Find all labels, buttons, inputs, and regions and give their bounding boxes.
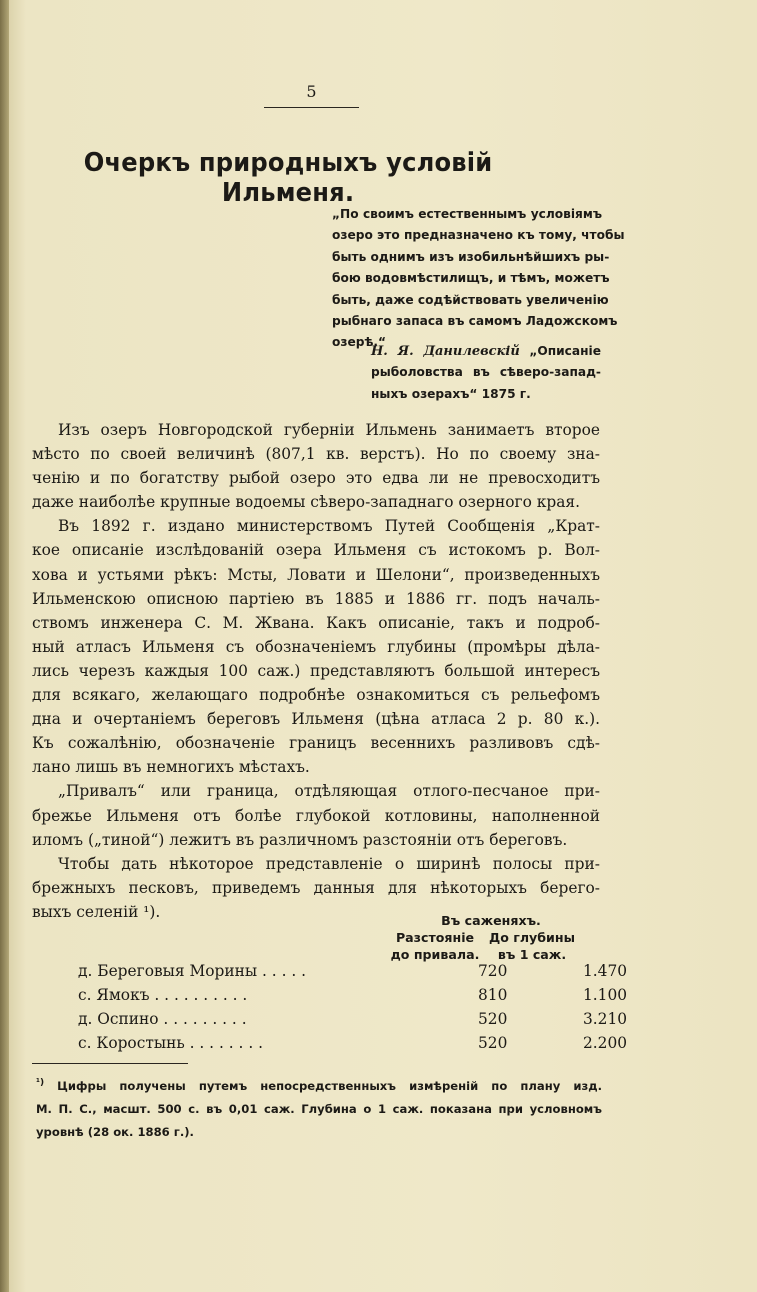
distance-to-edge: 520 [478, 1034, 508, 1052]
table-row [78, 1010, 628, 1036]
body-line: даже наиболѣе крупные водоемы сѣверо-западнаго озерного края. [32, 493, 581, 512]
distance-to-depth: 1.100 [583, 986, 628, 1004]
epigraph-line: озеро это предназначено къ тому, чтобы [332, 228, 625, 243]
epigraph-source: ныхъ озерахъ“ 1875 г. [371, 386, 531, 401]
settlement-name: с. Коростынь . . . . . . . . [78, 1034, 263, 1052]
body-line: ченію и по богатству рыбой озеро это едва ли не превосходитъ [32, 469, 600, 488]
epigraph-attribution [371, 341, 601, 405]
body-line: иломъ („тиной“) лежитъ въ различномъ разстояніи отъ береговъ. [32, 830, 568, 849]
table-col1-header-line: до привала. [390, 947, 480, 962]
body-line: лись черезъ каждыя 100 саж.) представляютъ большой интересъ [32, 661, 600, 680]
page-number: 5 [264, 82, 359, 108]
distance-to-edge: 720 [478, 962, 508, 980]
epigraph-line: быть, даже содѣйствовать увеличенію [332, 292, 609, 307]
body-line: лано лишь въ немногихъ мѣстахъ. [32, 758, 310, 777]
settlement-name: д. Береговыя Морины . . . . . [78, 962, 307, 980]
epigraph-author: Н. Я. Данилевскій [371, 344, 520, 359]
body-line: „Привалъ“ или граница, отдѣляющая отлого-песчаное при- [58, 782, 600, 801]
epigraph-source: „Описаніе [529, 344, 601, 358]
epigraph-line: быть однимъ изъ изобильнѣйшихъ ры- [332, 249, 610, 264]
footnote-mark: ¹) [36, 1078, 45, 1088]
table-col2-header [482, 929, 582, 963]
distance-to-edge: 810 [478, 986, 508, 1004]
settlement-name: с. Ямокъ . . . . . . . . . . [78, 986, 248, 1004]
book-spine [0, 0, 9, 1292]
body-text [32, 418, 600, 924]
footnote-rule [32, 1063, 188, 1064]
body-line: Въ 1892 г. издано министерствомъ Путей Сообщенія „Крат- [58, 517, 600, 536]
body-line: ствомъ инженера С. М. Жвана. Какъ описаніе, такъ и подроб- [32, 613, 600, 632]
footnote [36, 1072, 602, 1144]
body-line: брежныхъ песковъ, приведемъ данныя для нѣкоторыхъ берего- [32, 878, 600, 897]
body-line: ный атласъ Ильменя съ обозначеніемъ глубины (промѣры дѣла- [32, 637, 600, 656]
body-line: мѣсто по своей величинѣ (807,1 кв. верстъ). Но по своему зна- [32, 445, 600, 464]
table-row [78, 1034, 628, 1060]
epigraph-source: рыболовства въ сѣверо-запад- [371, 365, 601, 380]
epigraph [332, 204, 625, 354]
body-line: выхъ селеній ¹). [32, 902, 161, 921]
body-line: кое описаніе изслѣдованій озера Ильменя съ истокомъ р. Вол- [32, 541, 600, 560]
table-group-header: Въ саженяхъ. [441, 913, 541, 928]
body-line: Къ сожалѣнію, обозначеніе границъ весеннихъ разливовъ сдѣ- [32, 734, 600, 753]
epigraph-line: бою водовмѣстилищъ, и тѣмъ, можетъ [332, 271, 610, 286]
epigraph-line: рыбнаго запаса въ самомъ Ладожскомъ [332, 314, 618, 329]
body-line: Чтобы дать нѣкоторое представленіе о ширинѣ полосы при- [58, 854, 600, 873]
body-line: Изъ озеръ Новгородской губерніи Ильмень занимаетъ второе [58, 421, 600, 439]
distance-to-depth: 1.470 [583, 962, 628, 980]
settlement-name: д. Оспино . . . . . . . . . [78, 1010, 247, 1028]
distance-to-depth: 3.210 [583, 1010, 628, 1028]
table-row [78, 986, 628, 1012]
epigraph-line: „По своимъ естественнымъ условіямъ [332, 207, 602, 221]
footnote-line: Цифры получены путемъ непосредственныхъ измѣреній по плану изд. [57, 1078, 602, 1093]
table-col2-header-line: въ 1 саж. [497, 947, 567, 962]
body-line: брежье Ильменя отъ болѣе глубокой котловины, наполненной [32, 806, 600, 825]
table-col2-header-line: До глубины [489, 930, 575, 945]
body-line: хова и устьями рѣкъ: Мсты, Ловати и Шелони“, произведенныхъ [32, 565, 600, 584]
footnote-line: уровнѣ (28 ок. 1886 г.). [36, 1124, 194, 1139]
body-line: дна и очертаніемъ береговъ Ильменя (цѣна атласа 2 р. 80 к.). [32, 710, 600, 729]
body-line: для всякаго, желающаго подробнѣе ознакомиться съ рельефомъ [32, 686, 600, 705]
table-row [78, 962, 628, 988]
distance-to-depth: 2.200 [583, 1034, 628, 1052]
epigraph-line: озерѣ.“ [332, 335, 387, 350]
table-col1-header [388, 929, 482, 963]
body-line: Ильменскою описною партіею въ 1885 и 1886 гг. подъ началь- [32, 589, 600, 608]
footnote-line: М. П. С., масшт. 500 с. въ 0,01 саж. Глубина о 1 саж. показана при условномъ [36, 1101, 602, 1116]
table-col1-header-line: Разстояніе [395, 930, 475, 945]
distance-to-edge: 520 [478, 1010, 508, 1028]
chapter-title: Очеркъ природныхъ условій Ильменя. [83, 148, 493, 208]
